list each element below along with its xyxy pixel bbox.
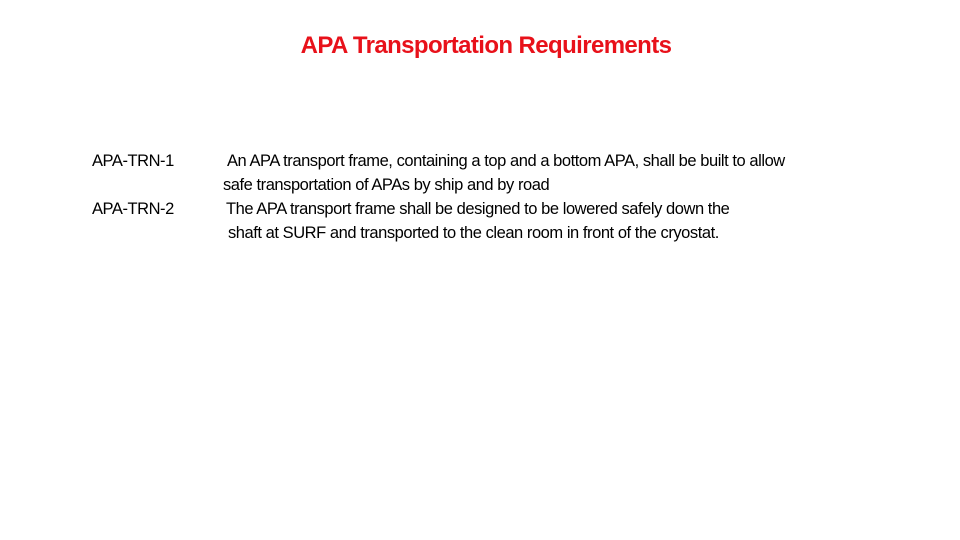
slide-title: APA Transportation Requirements <box>300 32 672 59</box>
requirement-id: APA-TRN-1 <box>92 152 174 170</box>
requirement-id: APA-TRN-2 <box>92 200 174 218</box>
requirement-text-line: safe transportation of APAs by ship and by road <box>223 176 550 194</box>
requirement-text-line: An APA transport frame, containing a top and a bottom APA, shall be built to allow <box>227 152 785 170</box>
requirement-text-line: shaft at SURF and transported to the clean room in front of the cryostat. <box>228 224 719 242</box>
requirement-text-line: The APA transport frame shall be designed to be lowered safely down the <box>226 200 730 218</box>
